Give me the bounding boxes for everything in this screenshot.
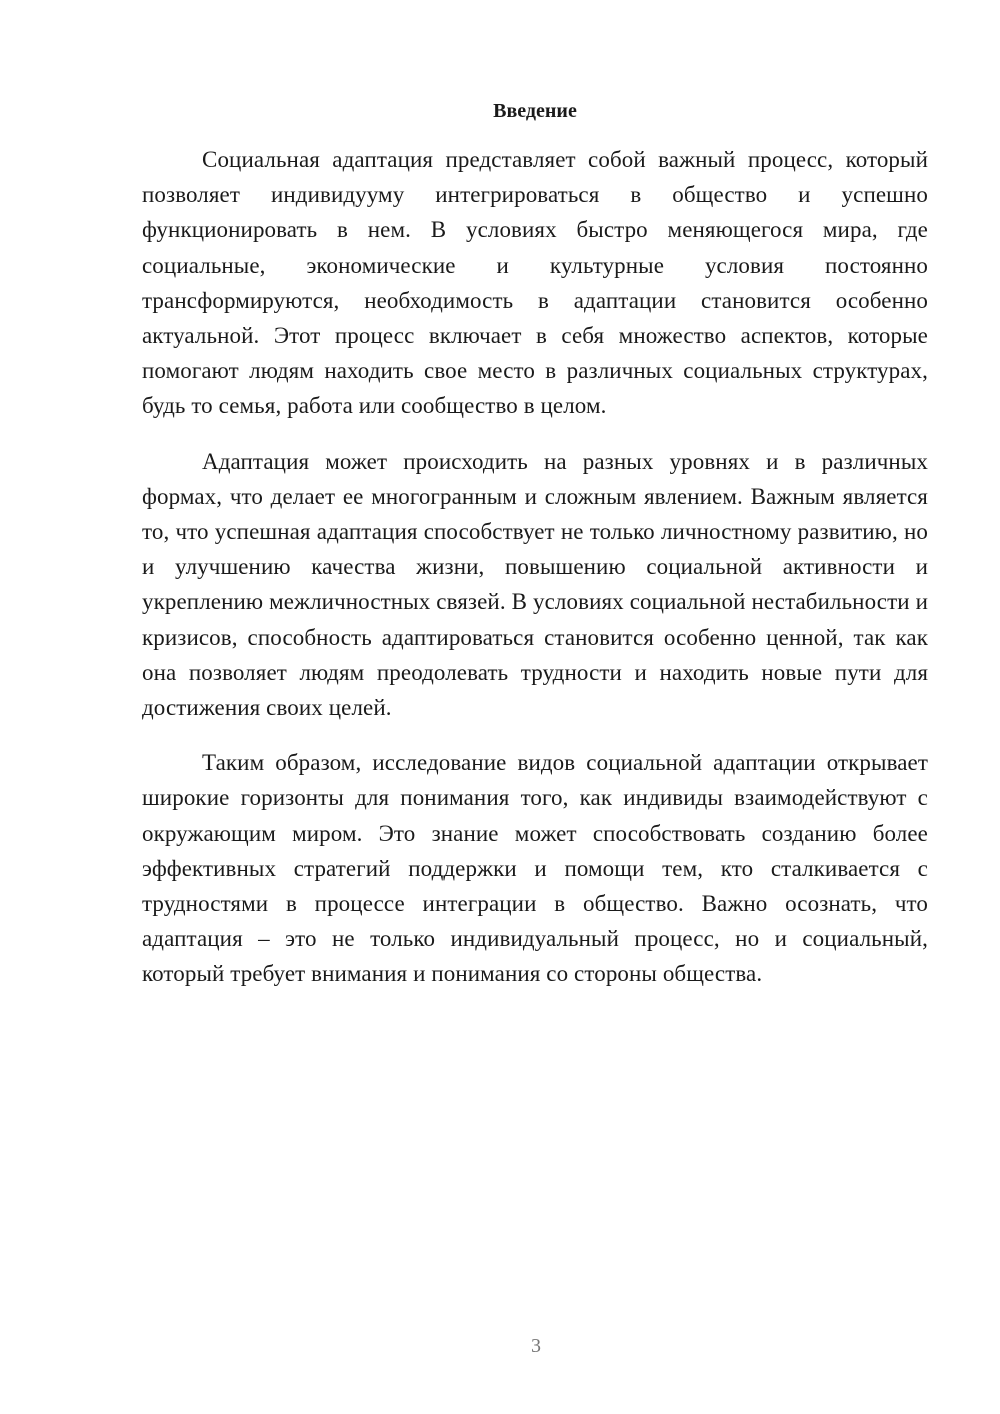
page-number: 3 (531, 1335, 541, 1357)
paragraph-1: Социальная адаптация представляет собой важный процесс, который позволяет индивидууму интегрироваться в общество и успешно функционировать в нем. В условиях быстро меняющегося мира, где социальные, экономические и культурные условия постоянно трансформируются, необходимость в адаптации становится особенно актуальной. Этот процесс включает в себя множество аспектов, которые помогают людям находить свое место в различных социальных структурах, будь то семья, работа или сообщество в целом. (142, 147, 928, 419)
paragraph-3: Таким образом, исследование видов социальной адаптации открывает широкие горизонты для понимания того, как индивиды взаимодействуют с окружающим миром. Это знание может способствовать созданию более эффективных стратегий поддержки и помощи тем, кто сталкивается с трудностями в процессе интеграции в общество. Важно осознать, что адаптация – это не только индивидуальный процесс, но и социальный, который требует внимания и понимания со стороны общества. (142, 750, 928, 987)
body-text (142, 142, 928, 1012)
section-title: Введение (493, 100, 577, 122)
paragraph-2: Адаптация может происходить на разных уровнях и в различных формах, что делает ее многогранным и сложным явлением. Важным является то, что успешная адаптация способствует не только личностному развитию, но и улучшению качества жизни, повышению социальной активности и укреплению межличностных связей. В условиях социальной нестабильности и кризисов, способность адаптироваться становится особенно ценной, так как она позволяет людям преодолевать трудности и находить новые пути для достижения своих целей. (142, 448, 928, 721)
